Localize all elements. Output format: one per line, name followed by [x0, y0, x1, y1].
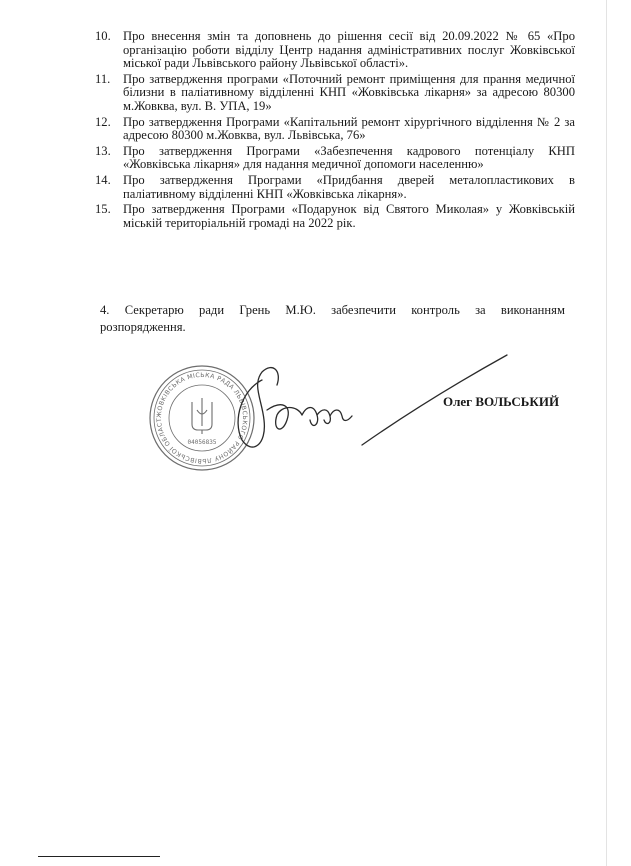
item-number: 12. — [95, 114, 111, 129]
stamp-code: 04056835 — [187, 439, 217, 446]
paragraph-4-line-2: розпорядження. — [100, 320, 186, 334]
page-edge-divider — [606, 0, 607, 866]
paragraph-4-line-1 — [100, 302, 565, 319]
item-number: 15. — [95, 202, 111, 217]
item-number: 10. — [95, 29, 111, 43]
paragraph-4 — [100, 302, 565, 336]
item-text: Про внесення змін та доповнень до рішення сесії від 20.09.2022 № 65 «Про організацію роботи відділу Центр надання адміністративних послуг Жовківської міської ради Львівського району Львівської області». — [123, 29, 575, 71]
word: за — [475, 303, 486, 317]
item-text: Про затвердження Програми «Придбання дверей металопластикових в паліативному відділенні КНП «Жовківська лікарня». — [123, 172, 575, 201]
word: забезпечити — [331, 303, 396, 317]
word: Секретарю — [124, 303, 184, 317]
word: ради — [199, 303, 225, 317]
word: виконанням — [500, 303, 565, 317]
item-text: Про затвердження Програми «Подарунок від Святого Миколая» у Жовківській міській територіальній громаді на 2022 рік. — [123, 202, 575, 230]
list-item — [95, 30, 575, 71]
item-number: 11. — [95, 71, 111, 86]
stamp-ring-text: ЖОВКІВСЬКА МІСЬКА РАДА ЛЬВІВСЬКОГО РАЙОНУ ЛЬВІВСЬКОЇ ОБЛАСТ — [155, 371, 249, 465]
item-text: Про затвердження програми «Поточний ремонт приміщення для прання медичної білизни в паліативному відділенні КНП «Жовківська лікарня» за адресою 80300 м.Жовква, вул. В. УПА, 19» — [123, 71, 575, 113]
decision-list — [95, 30, 575, 232]
footnote-separator — [38, 856, 160, 857]
list-item — [95, 203, 575, 230]
item-text: Про затвердження Програми «Забезпечення кадрового потенціалу КНП «Жовківська лікарня» для надання медичної допомоги населенню» — [123, 143, 575, 172]
item-number: 13. — [95, 143, 111, 158]
list-item — [95, 116, 575, 143]
item-text: Про затвердження Програми «Капітальний ремонт хірургічного відділення № 2 за адресою 80300 м.Жовква, вул. Львівська, 76» — [123, 114, 575, 143]
item-number: 14. — [95, 172, 111, 187]
list-item — [95, 73, 575, 114]
word: М.Ю. — [285, 303, 316, 317]
trident-icon — [192, 398, 212, 434]
signer-name: Олег ВОЛЬСЬКИЙ — [443, 394, 560, 409]
word: контроль — [411, 303, 460, 317]
list-item — [95, 174, 575, 201]
paragraph-number: 4. — [100, 303, 110, 317]
word: Грень — [239, 303, 271, 317]
list-item — [95, 145, 575, 172]
